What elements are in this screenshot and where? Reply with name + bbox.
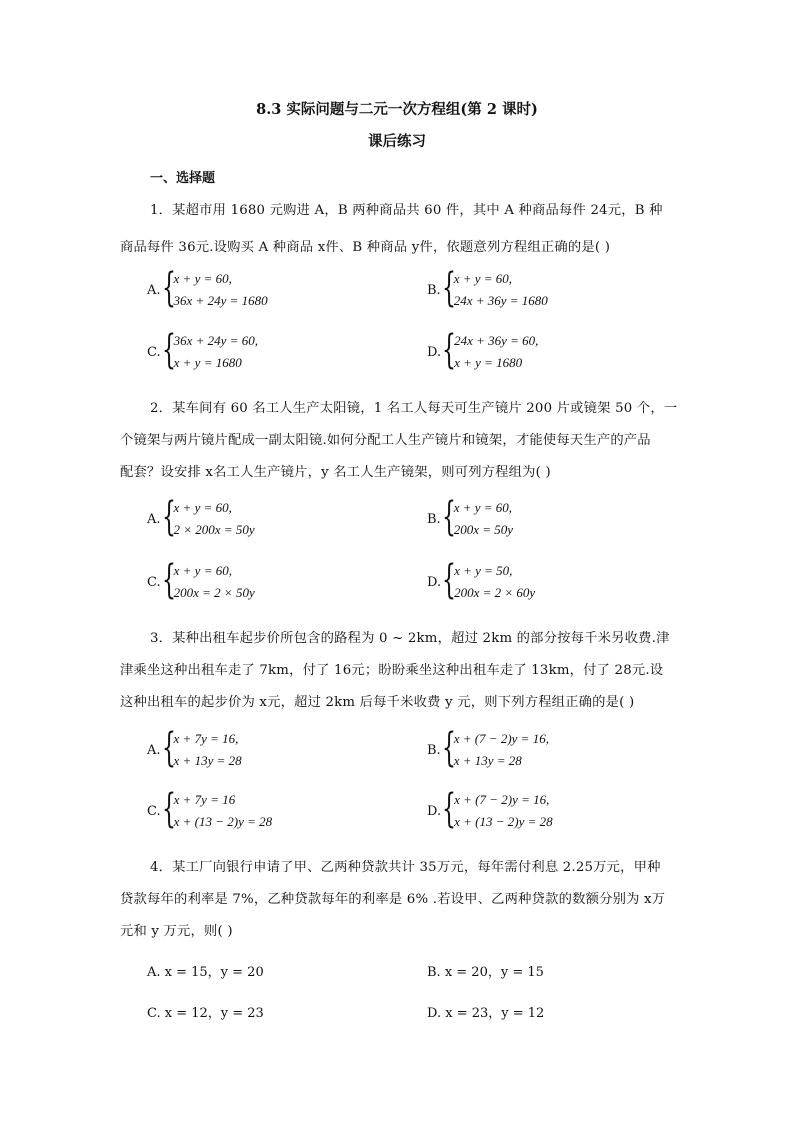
equation: x + y = 60, — [173, 563, 232, 578]
equation: 24x + 36y = 1680 — [453, 293, 548, 308]
equation: 200x = 2 × 50y — [173, 585, 255, 600]
q1-option-d — [427, 327, 539, 373]
q4-option-b: B. x = 20，y = 15 — [427, 965, 544, 980]
brace-icon: { — [442, 786, 457, 832]
brace-icon: { — [161, 557, 176, 603]
q4-option-a: A. x = 15，y = 20 — [147, 965, 264, 980]
brace-icon: { — [161, 786, 176, 832]
q1-option-b — [427, 265, 548, 311]
equation: x + y = 60, — [453, 500, 513, 515]
question-3-line-3: 这种出租车的起步价为 x元，超过 2km 后每千米收费 y 元，则下列方程组正确的是( ) — [120, 695, 635, 710]
brace-icon: { — [442, 557, 457, 603]
question-2-line-2: 个镜架与两片镜片配成一副太阳镜.如何分配工人生产镜片和镜架，才能使每天生产的产品 — [120, 433, 651, 448]
option-label: B. — [427, 742, 441, 758]
option-label: B. — [427, 282, 441, 298]
option-label: C. — [147, 344, 161, 360]
question-4-line-2: 贷款每年的利率是 7%，乙种贷款每年的利率是 6% .若设甲、乙两种贷款的数额分别为 x万 — [120, 892, 666, 907]
q3-option-d — [427, 786, 553, 832]
equation: 36x + 24y = 60, — [173, 333, 258, 348]
question-3-line-1: 3．某种出租车起步价所包含的路程为 0 ~ 2km，超过 2km 的部分按每千米另收费.津 — [150, 631, 670, 646]
brace-icon: { — [442, 327, 457, 373]
brace-icon: { — [161, 327, 176, 373]
equation: x + (13 − 2)y = 28 — [173, 814, 273, 829]
equation: x + (7 − 2)y = 16, — [454, 792, 550, 807]
page-subtitle: 课后练习 — [368, 133, 426, 150]
q2-option-d — [427, 557, 536, 603]
page-title: 8.3 实际问题与二元一次方程组(第 2 课时) — [256, 101, 538, 118]
equation: x + 7y = 16, — [173, 731, 239, 746]
question-1-line-1: 1．某超市用 1680 元购进 A，B 两种商品共 60 件，其中 A 种商品每件 24元，B 种 — [150, 203, 663, 218]
q1-option-c — [147, 327, 258, 373]
question-3-line-2: 津乘坐这种出租车走了 7km，付了 16元；盼盼乘坐这种出租车走了 13km，付了 28元.设 — [120, 663, 664, 678]
q4-option-d: D. x = 23，y = 12 — [427, 1006, 545, 1021]
option-label: D. — [427, 803, 442, 819]
q2-option-b — [427, 494, 513, 540]
option-label: B. — [427, 511, 441, 527]
q2-option-a — [147, 494, 255, 540]
option-label: D. — [427, 574, 442, 590]
q3-option-b — [427, 725, 549, 771]
brace-icon: { — [161, 265, 176, 311]
option-label: C. — [147, 574, 161, 590]
question-4-line-1: 4．某工厂向银行申请了甲、乙两种贷款共计 35万元，每年需付利息 2.25万元，甲种 — [150, 860, 661, 875]
equation: x + 13y = 28 — [453, 753, 522, 768]
option-label: A. — [147, 742, 161, 758]
equation: 36x + 24y = 1680 — [173, 293, 268, 308]
question-2-line-3: 配套？设安排 x名工人生产镜片，y 名工人生产镜架，则可列方程组为( ) — [120, 465, 551, 480]
brace-icon: { — [441, 494, 456, 540]
question-2-line-1: 2．某车间有 60 名工人生产太阳镜，1 名工人每天可生产镜片 200 片或镜架 50 个，一 — [150, 401, 678, 416]
equation: x + 13y = 28 — [173, 753, 242, 768]
equation: x + y = 60, — [453, 271, 513, 286]
q3-option-a — [147, 725, 242, 771]
equation: 2 × 200x = 50y — [173, 522, 255, 537]
brace-icon: { — [161, 494, 176, 540]
equation: x + y = 50, — [454, 563, 513, 578]
equation: x + 7y = 16 — [173, 792, 236, 807]
equation: x + y = 1680 — [454, 355, 523, 370]
equation: x + (7 − 2)y = 16, — [453, 731, 549, 746]
brace-icon: { — [441, 725, 456, 771]
equation: 24x + 36y = 60, — [454, 333, 539, 348]
option-label: D. — [427, 344, 442, 360]
question-4-line-3: 元和 y 万元，则( ) — [120, 924, 233, 939]
section-heading: 一、选择题 — [150, 171, 216, 186]
q1-option-a — [147, 265, 268, 311]
brace-icon: { — [441, 265, 456, 311]
option-label: A. — [147, 511, 161, 527]
equation: 200x = 2 × 60y — [454, 585, 536, 600]
equation: 200x = 50y — [453, 522, 513, 537]
equation: x + (13 − 2)y = 28 — [454, 814, 553, 829]
option-label: C. — [147, 803, 161, 819]
question-1-line-2: 商品每件 36元.设购买 A 种商品 x件、B 种商品 y件，依题意列方程组正确的是( ) — [120, 240, 611, 255]
brace-icon: { — [161, 725, 176, 771]
q2-option-c — [147, 557, 255, 603]
option-label: A. — [147, 282, 161, 298]
equation: x + y = 60, — [173, 271, 232, 286]
q4-option-c: C. x = 12，y = 23 — [147, 1006, 264, 1021]
equation: x + y = 60, — [173, 500, 232, 515]
q3-option-c — [147, 786, 273, 832]
equation: x + y = 1680 — [173, 355, 242, 370]
